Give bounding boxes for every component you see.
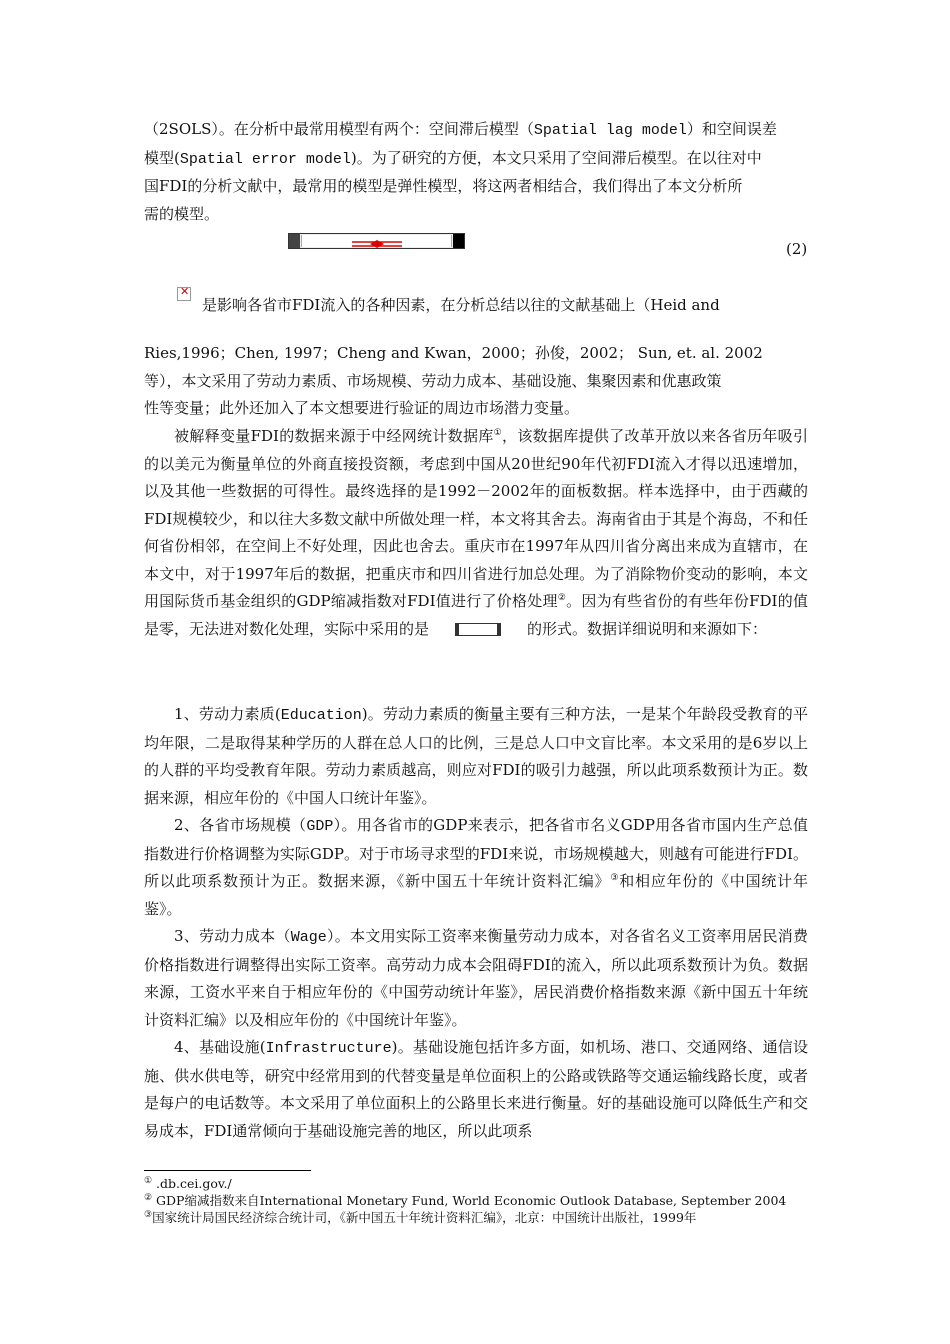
variables-section [144,701,808,1145]
footnote-mark-1: ① [144,1175,153,1186]
equation-body [301,235,452,247]
footnote-1 [144,1175,808,1192]
variable-text: 1、劳动力素质( [174,705,281,723]
equation-number: (2) [786,240,808,258]
factors-line-3: 等），本文采用了劳动力素质、市场规模、劳动力成本、基础设施、集聚因素和优惠政策 [144,371,722,390]
broken-image-icon: ✕ [177,287,191,301]
footnote-separator [144,1170,311,1171]
factors-line-4: 性等变量；此外还加入了本文想要进行验证的周边市场潜力变量。 [144,399,580,417]
variable-text: )。基础设施包括许多方面，如机场、港口、交通网络、通信设施、供水供电等，研究中经常用到的代替变量是单位面积上的公路或铁路等交通运输线路长度，或者是每户的电话数等。本文采用了单位面积上的公路里长来进行衡量。好的基础设施可以降低生产和交易成本，FDI通常倾向于基础设施完善的地区，所以此项系 [144,1038,808,1140]
fdi-source-part: 。因为有些省份的有些年份FDI的值是零，无法进对数化处理，实际中采用的是 [144,592,808,638]
footnote-ref-2: ② [557,593,567,603]
intro-paragraph [144,116,808,228]
inline-formula-image [455,623,501,636]
spatial-error-term: Spatial error model [179,150,351,168]
intro-line-2 [144,145,808,174]
footnote-1-text: .db.cei.gov./ [152,1176,232,1191]
equation-frame-left [289,234,300,248]
footnote-3 [144,1209,808,1226]
footnote-3-text: 国家统计局国民经济综合统计司，《新中国五十年统计资料汇编》，北京：中国统计出版社，1999年 [152,1210,697,1225]
intro-line-3: 国FDI的分析文献中，最常用的模型是弹性模型，将这两者相结合，我们得出了本文分析所 [144,177,743,195]
intro-line-4: 需的模型。 [144,204,220,223]
intro-text: )。为了研究的方便，本文只采用了空间滞后模型。在以往对中 [350,148,762,167]
variable-text: ）。用各省市的GDP来表示，把各省市名义GDP用各省市国内生产总值指数进行价格调整为实际GDP。对于市场寻求型的FDI来说，市场规模越大，则越有可能进行FDI。所以此项系数预计为正。数据来源，《新中国五十年统计资料汇编》 [144,816,808,890]
footnote-ref-3: ③ [610,873,620,883]
footnote-mark-3: ③ [144,1209,153,1220]
factors-paragraph [144,292,808,320]
equation-glyph-icon [302,238,452,250]
intro-text: （2SOLS）。在分析中最常用模型有两个：空间滞后模型（ [144,120,534,138]
intro-line-1 [144,116,808,145]
variable-education [144,701,808,812]
variable-text: 4、基础设施( [174,1038,266,1056]
intro-text: 模型( [144,148,180,167]
fdi-source-text [144,423,808,643]
variable-gdp [144,812,808,923]
factors-line-1: 是影响各省市FDI流入的各种因素，在分析总结以往的文献基础上（Heid and [202,296,720,314]
variable-name-education: Education [280,707,362,724]
variable-text: )。劳动力素质的衡量主要有三种方法，一是某个年龄段受教育的平均年限，二是取得某种学历的人群在总人口的比例，三是总人口中文盲比率。本文采用的是6岁以上的人群的平均受教育年限。劳动力素质越高，则应对FDI的吸引力越强，所以此项系数预计为正。数据来源，相应年份的《中国人口统计年鉴》。 [144,705,808,807]
fdi-source-paragraph [144,423,808,643]
variable-text: 3、劳动力成本（ [174,927,291,945]
fdi-source-part: 的形式。数据详细说明和来源如下： [527,619,768,638]
fdi-source-part: ，该数据库提供了改革开放以来各省历年吸引的以美元为衡量单位的外商直接投资额，考虑到中国从20世纪90年代初FDI流入才得以迅速增加，以及其他一些数据的可得性。最终选择的是1992－2002年的面板数据。样本选择中，由于西藏的FDI规模较少，和以往大多数文献中所做处理一样，本文将其舍去。海南省由于其是个海岛，不和任何省份相邻，在空间上不好处理，因此也舍去。重庆市在1997年从四川省分离出来成为直辖市，在本文中，对于1997年后的数据，把重庆市和四川省进行加总处理。为了消除物价变动的影响，本文用国际货币基金组织的GDP缩减指数对FDI值进行了价格处理 [144,427,808,610]
fdi-source-part: 被解释变量FDI的数据来源于中经网统计数据库 [174,427,494,445]
variable-text: ）。本文用实际工资率来衡量劳动力成本，对各省名义工资率用居民消费价格指数进行调整得出实际工资率。高劳动力成本会阻碍FDI的流入，所以此项系数预计为负。数据来源，工资水平来自于相应年份的《中国劳动统计年鉴》，居民消费价格指数来源《新中国五十年统计资料汇编》以及相应年份的《中国统计年鉴》。 [144,927,808,1029]
variable-infrastructure [144,1034,808,1145]
footnote-ref-1: ① [493,428,503,438]
variable-text: 和相应年份的《中国统计年鉴》。 [144,872,808,918]
variable-wage [144,923,808,1034]
variable-text: 2、各省市场规模（ [174,816,307,834]
footnotes [144,1175,808,1226]
spatial-lag-term: Spatial lag model [533,122,687,139]
equation-frame-right [453,234,464,248]
footnote-mark-2: ② [144,1192,153,1203]
footnote-2-text: GDP缩减指数来自International Monetary Fund, World Economic Outlook Database, September 2004 [152,1193,787,1208]
variable-name-gdp: GDP [306,818,334,835]
equation-image [288,233,465,249]
factors-line-2: Ries,1996；Chen, 1997；Cheng and Kwan，2000；孙俊，2002； Sun, et. al. 2002 [144,344,763,362]
variable-name-wage: Wage [290,929,327,946]
factors-paragraph-cont [144,340,808,423]
intro-text: ）和空间误差 [686,120,777,138]
variable-name-infrastructure: Infrastructure [265,1040,392,1057]
footnote-2 [144,1192,808,1209]
